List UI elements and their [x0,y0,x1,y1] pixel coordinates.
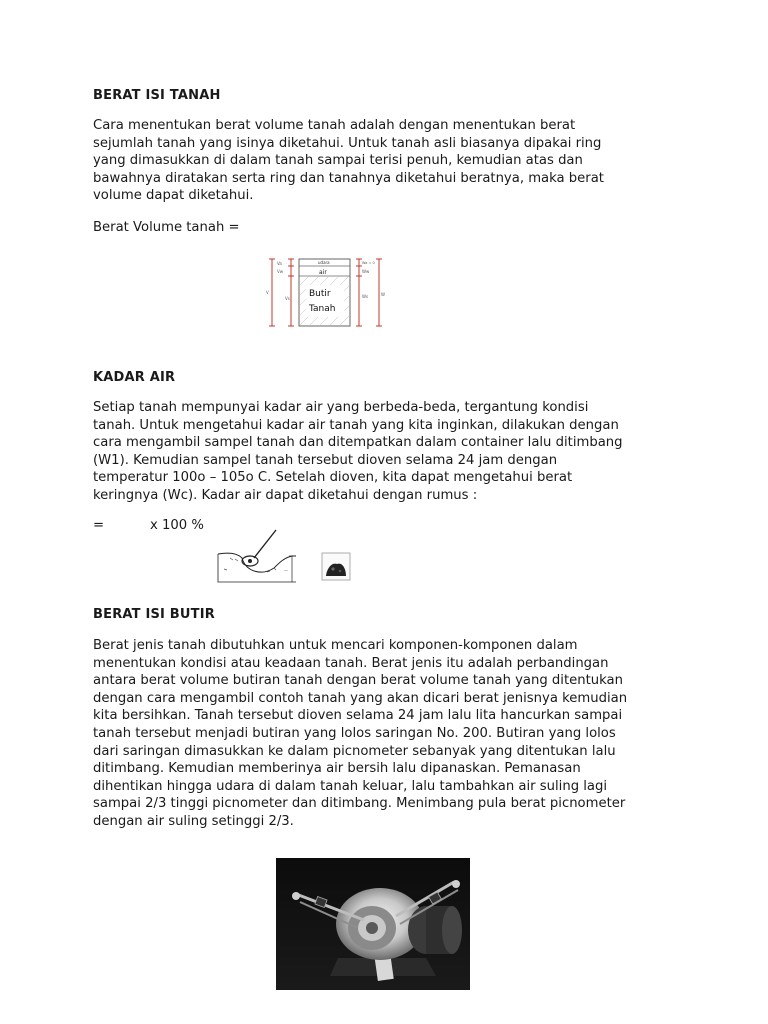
text-line: yang dimasukkan di dalam tanah sampai terisi penuh, kemudian atas dan [93,153,583,169]
text-line: temperatur 100o – 105o C. Setelah dioven, kita dapat mengetahui berat [93,470,573,486]
label-air: air [319,269,327,276]
text-line: antara berat volume butiran tanah dengan berat volume tanah yang ditentukan [93,673,623,689]
soil-phase-diagram [265,254,395,330]
label-v: V [266,290,269,295]
text-line: tanah tersebut menjadi butiran yang lolos saringan No. 200. Butiran yang lolos [93,725,616,741]
text-line: kita bersihkan. Tanah tersebut dioven selama 24 jam lalu lita hancurkan sampai [93,708,623,724]
text-line: dengan cara mengambil contoh tanah yang akan dicari berat jenisnya kemudian [93,690,628,706]
label-vw: Vw [277,269,284,274]
label-udara: udara [318,260,330,265]
text-line: (W1). Kemudian sampel tanah tersebut dioven selama 24 jam dengan [93,452,558,468]
text-line: sejumlah tanah yang isinya diketahui. Untuk tanah asli biasanya dipakai ring [93,135,602,151]
section-heading-berat-isi-butir: BERAT ISI BUTIR [93,607,215,622]
label-ww: Ww [362,269,370,274]
text-line: dari saringan dimasukkan ke dalam picnometer sebanyak yang ditentukan lalu [93,743,616,759]
text-line: bawahnya diratakan serta ring dan tanahnya diketahui beratnya, maka berat [93,170,604,186]
text-line: tanah. Untuk mengetahui kadar air tanah yang kita inginkan, dilakukan dengan [93,417,619,433]
formula-berat-volume: Berat Volume tanah = [93,220,240,235]
label-butir: Butir [309,289,331,299]
soil-sampling-sketch [216,528,356,584]
text-line: Berat jenis tanah dibutuhkan untuk mencari komponen-komponen dalam [93,638,578,653]
picnometer-apparatus-photo [276,858,470,990]
formula-equals: = [93,518,105,533]
paragraph-berat-isi-tanah [93,117,683,205]
text-line: volume dapat diketahui. [93,188,254,204]
text-line: sampai 2/3 tinggi picnometer dan ditimbang. Menimbang pula berat picnometer [93,796,626,812]
label-ws: Ws [362,294,369,299]
label-wa: Wa = 0 [362,261,375,265]
text-line: keringnya (Wc). Kadar air dapat diketahui dengan rumus : [93,487,478,503]
paragraph-berat-isi-butir [93,637,683,831]
section-heading-berat-isi-tanah: BERAT ISI TANAH [93,88,221,103]
label-va: Va [277,261,282,266]
text-line: dengan air suling setinggi 2/3. [93,813,294,829]
formula-multiplier: x 100 % [150,518,204,533]
text-line: cara mengambil sampel tanah dan ditempatkan dalam container lalu ditimbang [93,435,623,451]
text-line: ditimbang. Kemudian memberinya air bersih lalu dipanaskan. Pemanasan [93,761,581,777]
label-tanah: Tanah [309,304,336,314]
text-line: menentukan kondisi atau keadaan tanah. Berat jenis itu adalah perbandingan [93,655,609,671]
label-w: W [381,292,385,297]
text-line: dihentikan hingga udara di dalam tanah keluar, lalu tambahkan air suling lagi [93,778,608,794]
paragraph-kadar-air [93,399,683,505]
label-vs: Vs [285,296,290,301]
section-heading-kadar-air: KADAR AIR [93,370,176,385]
svg-text:—: — [284,568,288,573]
text-line: Cara menentukan berat volume tanah adalah dengan menentukan berat [93,118,576,133]
text-line: Setiap tanah mempunyai kadar air yang berbeda-beda, tergantung kondisi [93,400,589,415]
